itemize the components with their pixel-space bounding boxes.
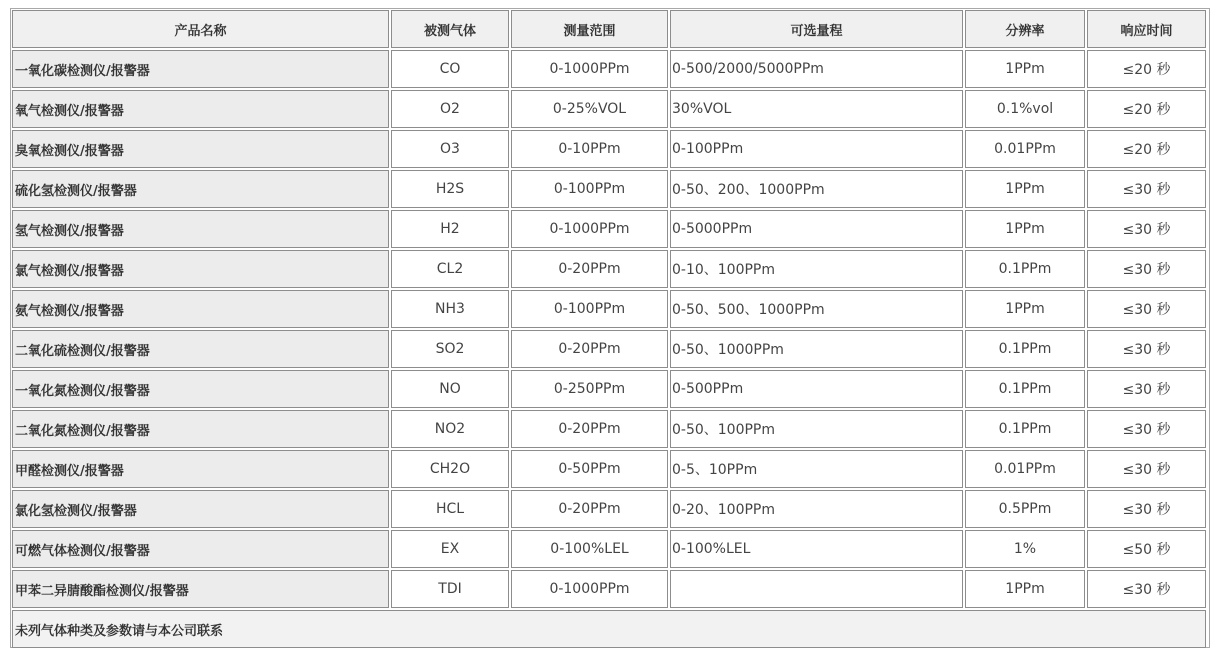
cell-gas: SO2 [391,330,509,368]
cell-optional-range: 30%VOL [670,90,963,128]
cell-gas: NO2 [391,410,509,448]
cell-response-time: ≤20 秒 [1087,50,1206,88]
cell-measure-range: 0-100PPm [511,290,668,328]
cell-gas: CO [391,50,509,88]
header-gas: 被测气体 [391,10,509,48]
cell-product-name: 二氧化硫检测仪/报警器 [12,330,389,368]
cell-gas: NH3 [391,290,509,328]
cell-product-name: 臭氧检测仪/报警器 [12,130,389,168]
cell-response-time: ≤30 秒 [1087,210,1206,248]
cell-gas: TDI [391,570,509,608]
cell-resolution: 1PPm [965,50,1085,88]
cell-measure-range: 0-20PPm [511,490,668,528]
cell-optional-range: 0-100%LEL [670,530,963,568]
cell-product-name: 硫化氢检测仪/报警器 [12,170,389,208]
cell-optional-range: 0-50、500、1000PPm [670,290,963,328]
cell-response-time: ≤30 秒 [1087,370,1206,408]
cell-resolution: 0.1%vol [965,90,1085,128]
cell-measure-range: 0-100%LEL [511,530,668,568]
cell-optional-range: 0-20、100PPm [670,490,963,528]
header-measure-range: 测量范围 [511,10,668,48]
cell-resolution: 0.1PPm [965,330,1085,368]
cell-optional-range: 0-50、200、1000PPm [670,170,963,208]
cell-product-name: 甲醛检测仪/报警器 [12,450,389,488]
cell-measure-range: 0-1000PPm [511,210,668,248]
header-response-time: 响应时间 [1087,10,1206,48]
cell-resolution: 0.1PPm [965,250,1085,288]
cell-response-time: ≤20 秒 [1087,90,1206,128]
cell-product-name: 一氧化碳检测仪/报警器 [12,50,389,88]
cell-product-name: 氯化氢检测仪/报警器 [12,490,389,528]
cell-measure-range: 0-20PPm [511,410,668,448]
cell-gas: HCL [391,490,509,528]
cell-product-name: 氢气检测仪/报警器 [12,210,389,248]
cell-response-time: ≤30 秒 [1087,450,1206,488]
cell-gas: O3 [391,130,509,168]
cell-product-name: 一氧化氮检测仪/报警器 [12,370,389,408]
cell-gas: CL2 [391,250,509,288]
cell-resolution: 1% [965,530,1085,568]
cell-product-name: 氨气检测仪/报警器 [12,290,389,328]
cell-resolution: 1PPm [965,210,1085,248]
header-product-name: 产品名称 [12,10,389,48]
cell-product-name: 甲苯二异腈酸酯检测仪/报警器 [12,570,389,608]
cell-resolution: 1PPm [965,170,1085,208]
cell-response-time: ≤50 秒 [1087,530,1206,568]
cell-resolution: 0.1PPm [965,410,1085,448]
cell-optional-range: 0-100PPm [670,130,963,168]
cell-product-name: 二氧化氮检测仪/报警器 [12,410,389,448]
cell-resolution: 0.01PPm [965,450,1085,488]
cell-optional-range: 0-5000PPm [670,210,963,248]
cell-optional-range: 0-5、10PPm [670,450,963,488]
cell-measure-range: 0-250PPm [511,370,668,408]
cell-response-time: ≤20 秒 [1087,130,1206,168]
cell-gas: EX [391,530,509,568]
cell-measure-range: 0-10PPm [511,130,668,168]
cell-product-name: 氯气检测仪/报警器 [12,250,389,288]
cell-response-time: ≤30 秒 [1087,330,1206,368]
cell-optional-range: 0-50、1000PPm [670,330,963,368]
cell-measure-range: 0-20PPm [511,250,668,288]
cell-measure-range: 0-1000PPm [511,50,668,88]
cell-optional-range: 0-500/2000/5000PPm [670,50,963,88]
cell-response-time: ≤30 秒 [1087,250,1206,288]
cell-gas: CH2O [391,450,509,488]
cell-response-time: ≤30 秒 [1087,410,1206,448]
header-resolution: 分辨率 [965,10,1085,48]
cell-measure-range: 0-1000PPm [511,570,668,608]
cell-gas: H2 [391,210,509,248]
cell-resolution: 0.5PPm [965,490,1085,528]
cell-measure-range: 0-20PPm [511,330,668,368]
cell-resolution: 0.01PPm [965,130,1085,168]
cell-product-name: 可燃气体检测仪/报警器 [12,530,389,568]
cell-measure-range: 0-50PPm [511,450,668,488]
cell-resolution: 1PPm [965,570,1085,608]
cell-measure-range: 0-100PPm [511,170,668,208]
cell-optional-range: 0-10、100PPm [670,250,963,288]
cell-response-time: ≤30 秒 [1087,490,1206,528]
cell-measure-range: 0-25%VOL [511,90,668,128]
cell-optional-range: 0-500PPm [670,370,963,408]
cell-resolution: 1PPm [965,290,1085,328]
gas-detector-spec-table [10,8,1210,648]
header-optional-range: 可选量程 [670,10,963,48]
cell-optional-range: 0-50、100PPm [670,410,963,448]
cell-gas: H2S [391,170,509,208]
cell-response-time: ≤30 秒 [1087,170,1206,208]
cell-optional-range [670,570,963,608]
cell-gas: O2 [391,90,509,128]
cell-resolution: 0.1PPm [965,370,1085,408]
cell-product-name: 氧气检测仪/报警器 [12,90,389,128]
cell-response-time: ≤30 秒 [1087,570,1206,608]
cell-response-time: ≤30 秒 [1087,290,1206,328]
footer-note: 未列气体种类及参数请与本公司联系 [12,610,1206,648]
cell-gas: NO [391,370,509,408]
